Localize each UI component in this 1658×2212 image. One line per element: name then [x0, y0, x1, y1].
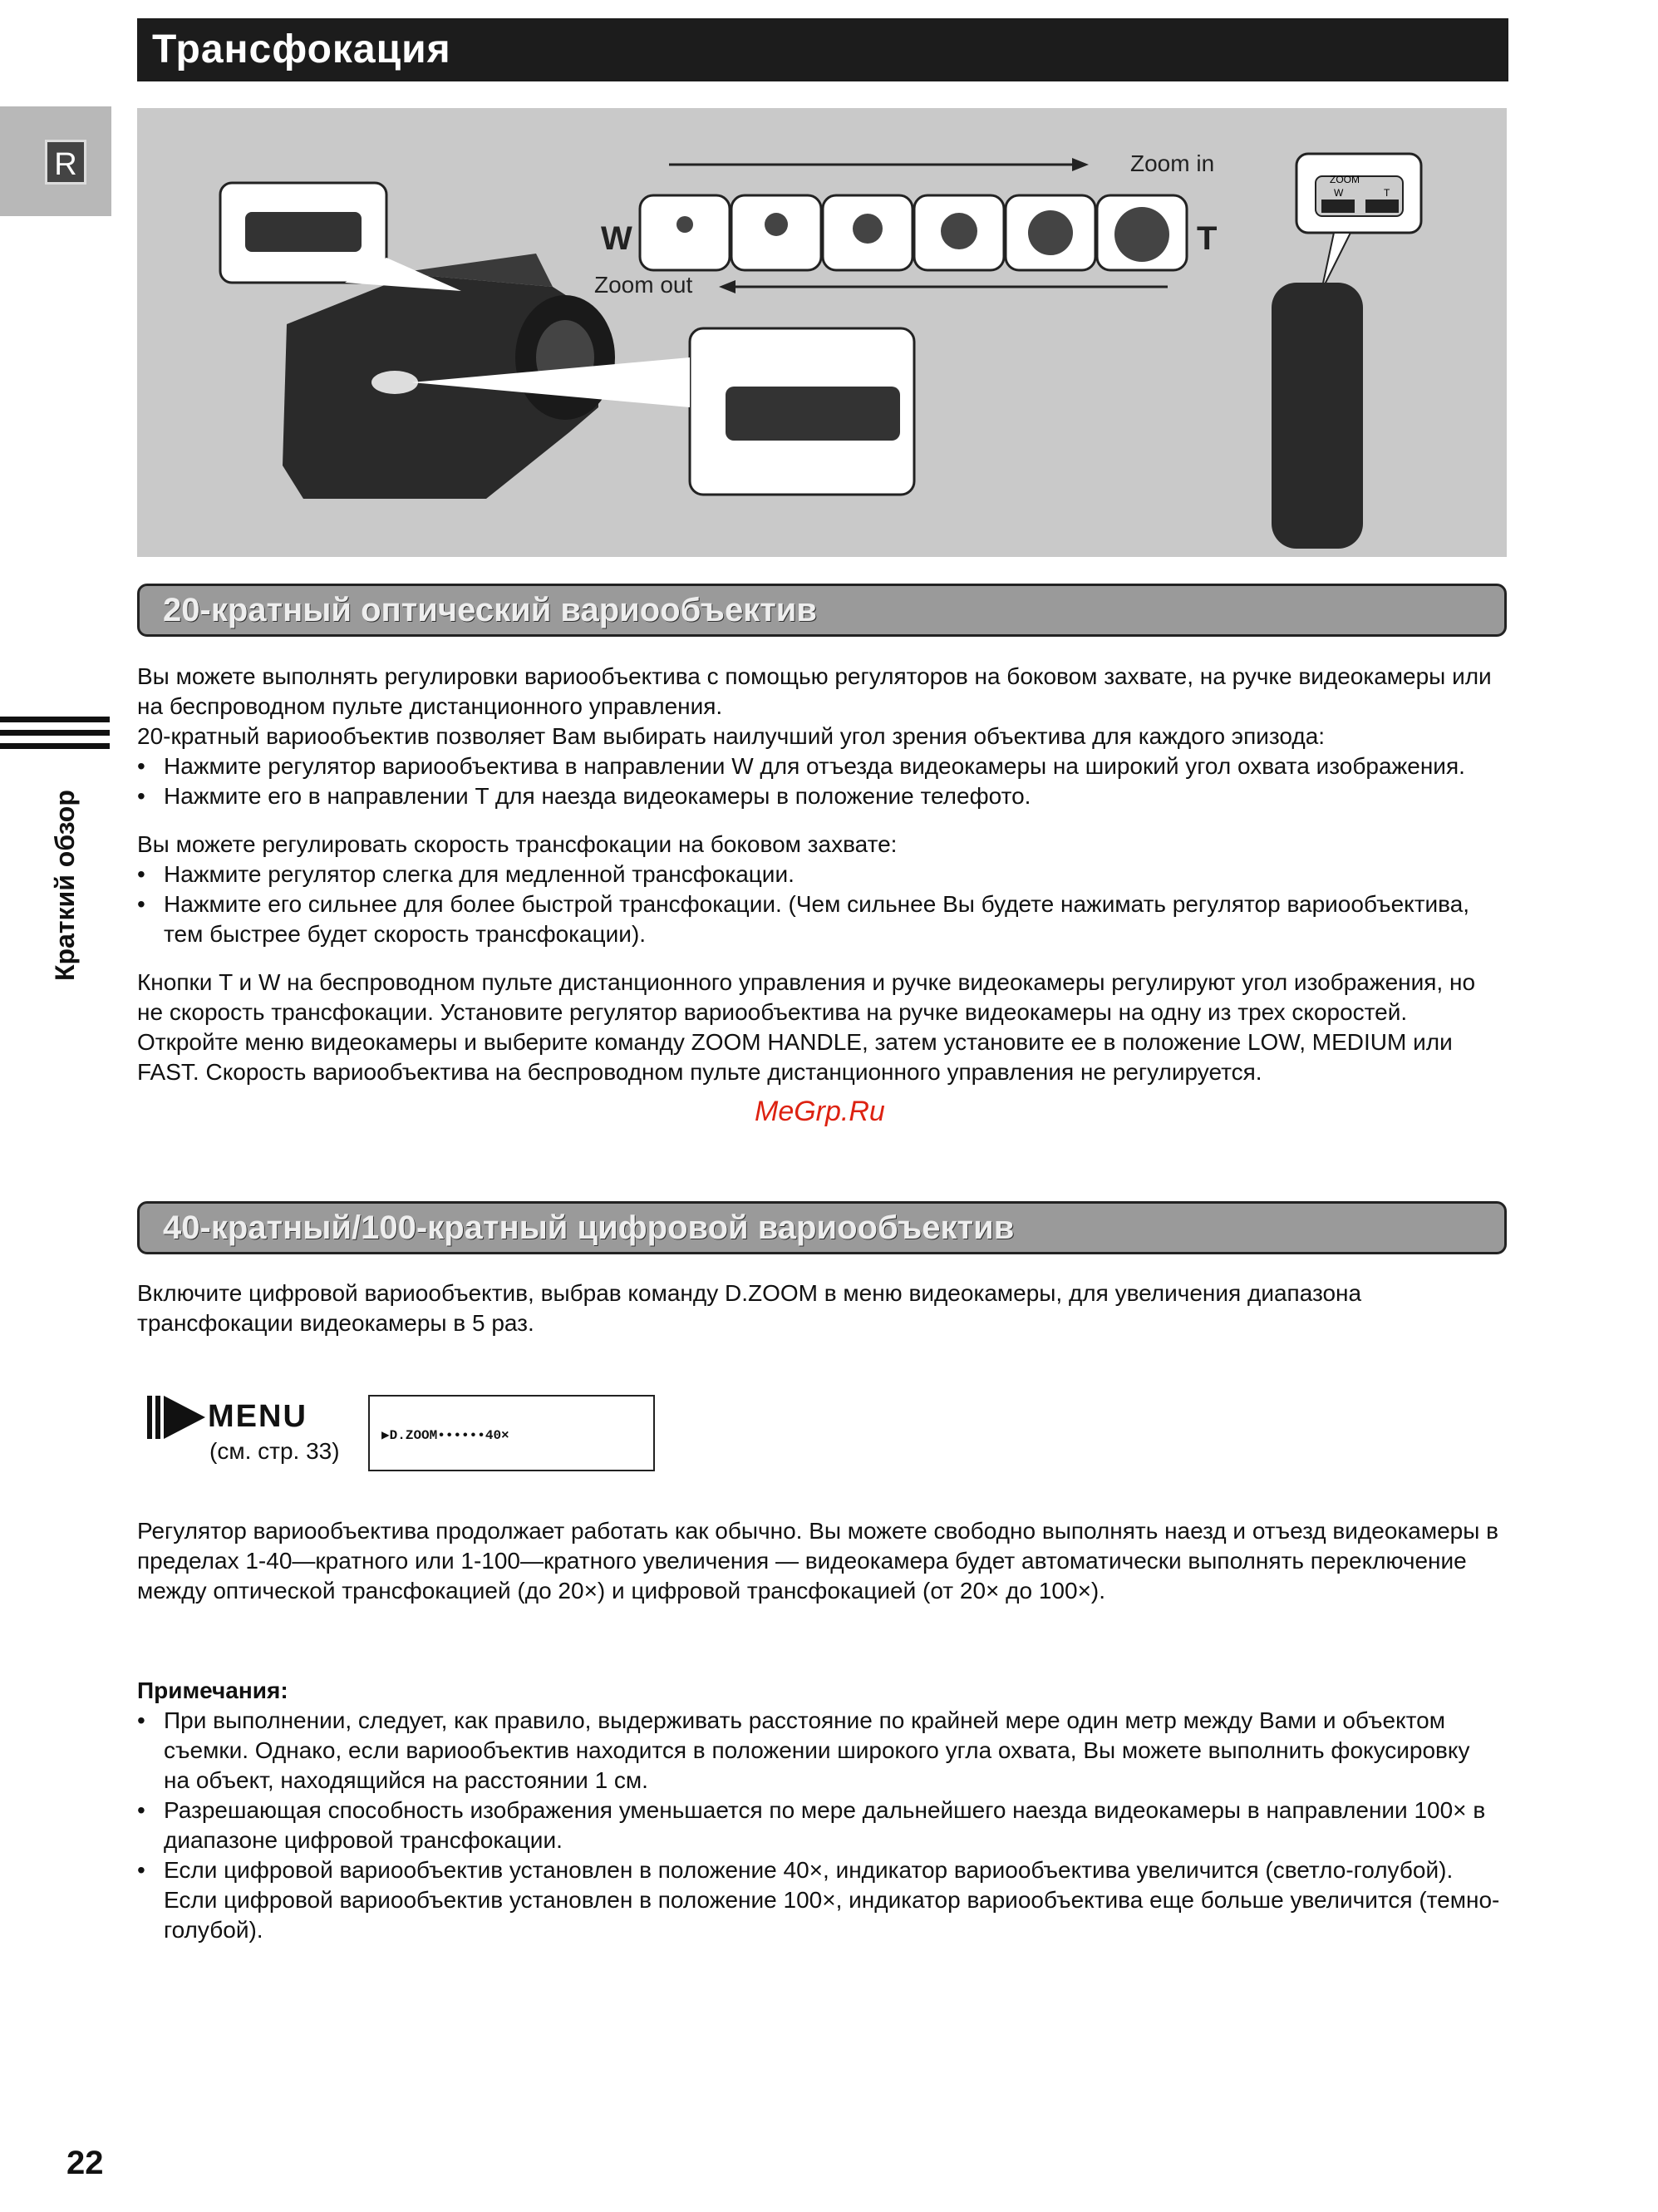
- wide-label: W: [601, 220, 632, 257]
- paragraph: Кнопки T и W на беспроводном пульте дистанционного управления и ручке видеокамеры регулируют угол изображения, но не скорость трансфокации. Установите регулятор вариообъектива на ручке видеокамеры на одну из трех скоростей. Откройте меню видеокамеры и выберите команду ZOOM HANDLE, затем установите ее в положение LOW, MEDIUM или FAST. Скорость вариообъектива на беспроводном пульте дистанционного управления не регулируется.: [137, 969, 1476, 1085]
- section-digital-zoom-intro: Включите цифровой вариообъектив, выбрав команду D.ZOOM в меню видеокамеры, для увеличения диапазона трансфокации видеокамеры в 5 раз.: [137, 1280, 1362, 1336]
- remote-control: [1272, 283, 1363, 549]
- section-header-optical-zoom: 20-кратный оптический вариообъектив: [137, 584, 1507, 637]
- paragraph: 20-кратный вариообъектив позволяет Вам выбирать наилучший угол зрения объектива для каждого эпизода:: [137, 723, 1326, 749]
- section-digital-zoom-body: Регулятор вариообъектива продолжает работать как обычно. Вы можете свободно выполнять наезд и отъезд видеокамеры в пределах 1-40—кратного или 1-100—кратного увеличения — видеокамера будет автоматически выполнять переключение между оптической трансфокацией (до 20×) и цифровой трансфокацией (от 20× до 100×).: [137, 1518, 1499, 1604]
- menu-page-ref: (см. стр. 33): [209, 1438, 340, 1464]
- note-item-continuation: Если цифровой вариообъектив установлен в положение 100×, индикатор вариообъектива еще больше увеличится (темно-голубой).: [164, 1887, 1500, 1943]
- remote-t-label: T: [1384, 187, 1390, 199]
- menu-label: MENU: [208, 1399, 307, 1434]
- bullet-item: • Нажмите его сильнее для более быстрой трансфокации. (Чем сильнее Вы будете нажимать регулятор вариообъектива, тем быстрее будет скорость трансфокации).: [137, 889, 1500, 949]
- page-number: 22: [66, 2145, 104, 2181]
- zoom-illustration: [137, 108, 1507, 557]
- zoom-diagram: [137, 108, 1507, 557]
- side-section-label: Краткий обзор: [50, 790, 80, 981]
- side-divider: [0, 717, 110, 756]
- section-optical-zoom-body: [137, 662, 1500, 1087]
- notes-block: [137, 1676, 1500, 1945]
- page-title: Трансфокация: [137, 18, 1508, 81]
- zoom-frames: [640, 195, 1187, 270]
- zoom-out-label: Zoom out: [594, 272, 693, 298]
- tele-label: T: [1197, 220, 1218, 257]
- note-item: • Разрешающая способность изображения уменьшается по мере дальнейшего наезда видеокамеры в направлении 100× в диапазоне цифровой трансфокации.: [137, 1796, 1500, 1855]
- note-item: • Если цифровой вариообъектив установлен в положение 40×, индикатор вариообъектива увеличится (светло-голубой).: [137, 1855, 1500, 1885]
- remote-w-label: W: [1334, 187, 1344, 199]
- bullet-item: • Нажмите регулятор слегка для медленной трансфокации.: [137, 860, 1500, 889]
- bullet-item: • Нажмите его в направлении T для наезда видеокамеры в положение телефото.: [137, 781, 1500, 811]
- paragraph: Вы можете выполнять регулировки вариообъектива с помощью регуляторов на боковом захвате, на ручке видеокамеры или на беспроводном пульте дистанционного управления.: [137, 663, 1492, 719]
- note-item: • При выполнении, следует, как правило, выдерживать расстояние по крайней мере один метр между Вами и объектом съемки. Однако, если вариообъектив находится в положении широкого угла охвата, Вы можете выполнить фокусировку на объект, находящийся на расстоянии 1 см.: [137, 1706, 1500, 1796]
- menu-arrow-icon: [145, 1392, 208, 1442]
- remote-zoom-label: ZOOM: [1330, 174, 1360, 185]
- bullet-item: • Нажмите регулятор вариообъектива в направлении W для отъезда видеокамеры на широкий угол охвата изображения.: [137, 751, 1500, 781]
- notes-title: Примечания:: [137, 1677, 288, 1703]
- side-tab-letter: R: [45, 140, 86, 185]
- zoom-in-label: Zoom in: [1130, 150, 1215, 176]
- watermark-text: MeGrp.Ru: [755, 1096, 885, 1127]
- menu-screen-display: ▶D.ZOOM••••••40×: [368, 1395, 655, 1471]
- section-header-digital-zoom: 40-кратный/100-кратный цифровой вариообъектив: [137, 1201, 1507, 1254]
- paragraph: Вы можете регулировать скорость трансфокации на боковом захвате:: [137, 831, 898, 857]
